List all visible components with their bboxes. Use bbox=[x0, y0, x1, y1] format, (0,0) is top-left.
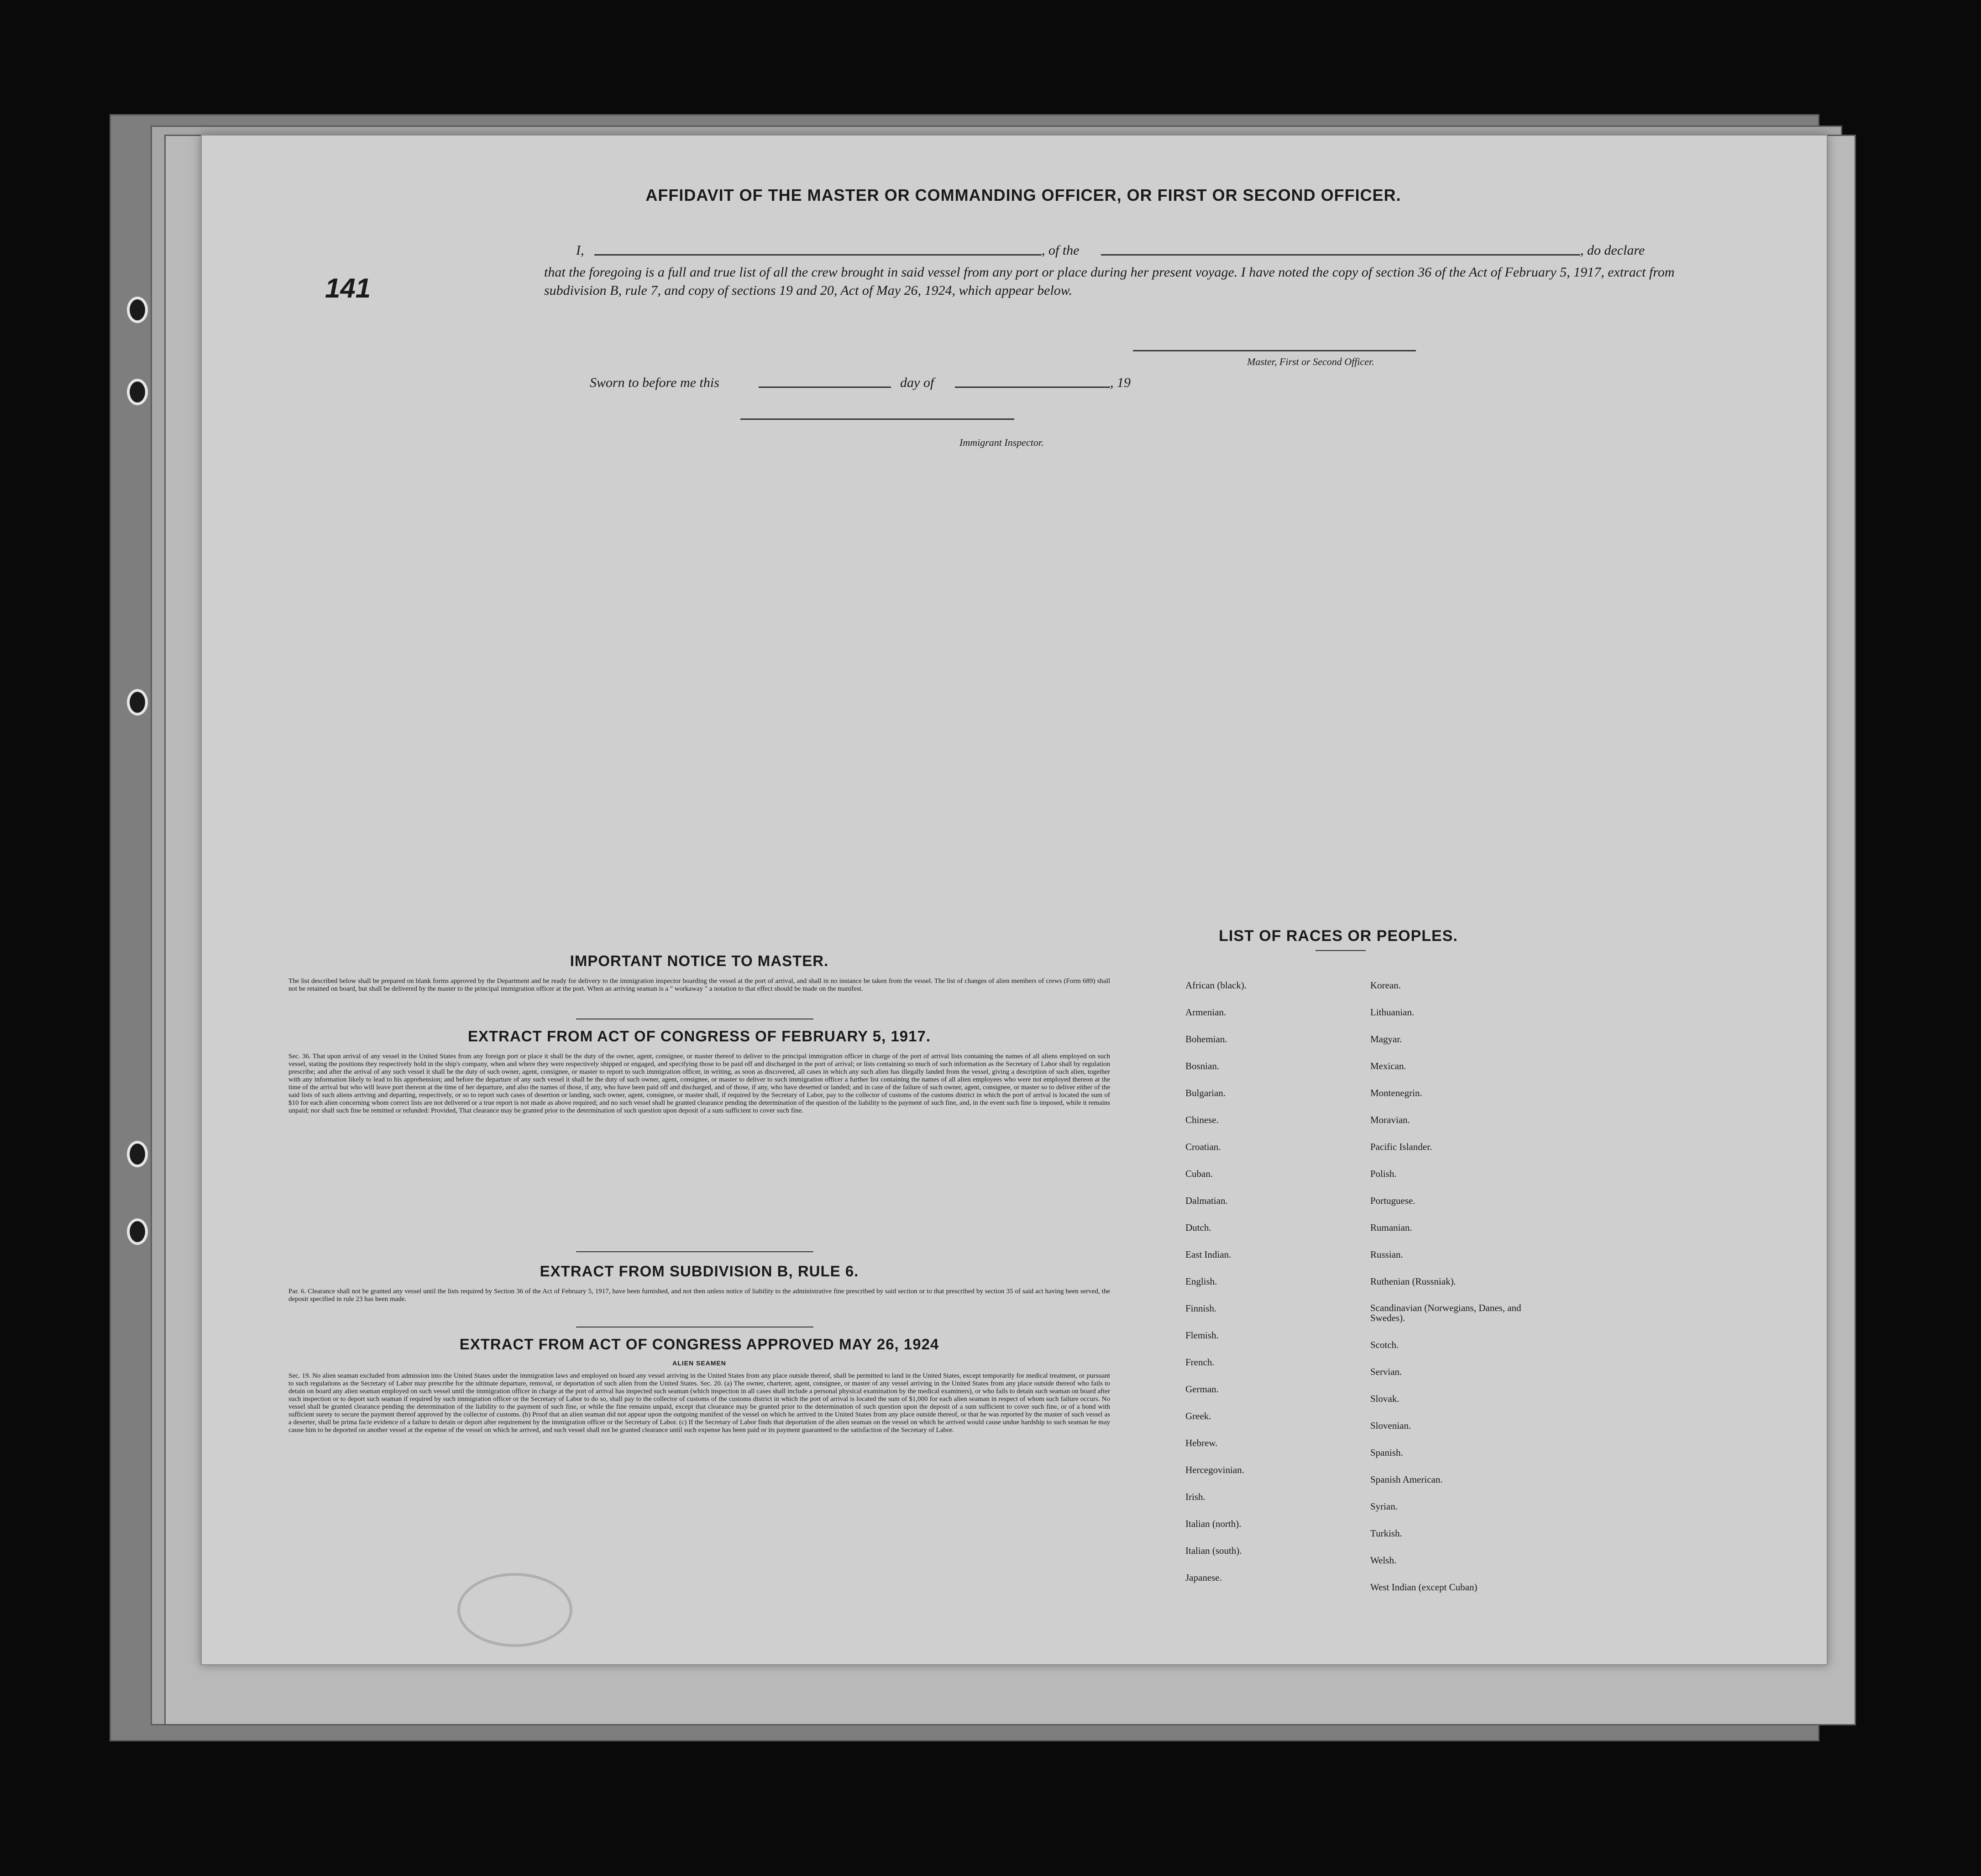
race-item: Bohemian. bbox=[1185, 1034, 1227, 1045]
race-item: Korean. bbox=[1370, 980, 1401, 991]
races-right-column bbox=[1370, 980, 1553, 1609]
binder-hole bbox=[127, 1218, 148, 1245]
binder-hole bbox=[127, 689, 148, 716]
race-item: Bulgarian. bbox=[1185, 1087, 1226, 1098]
race-item: Spanish. bbox=[1370, 1447, 1403, 1458]
race-item: Flemish. bbox=[1185, 1330, 1219, 1341]
race-item: Ruthenian (Russniak). bbox=[1370, 1276, 1456, 1287]
races-left-column bbox=[1185, 980, 1247, 1599]
race-item: Mexican. bbox=[1370, 1061, 1406, 1071]
act-1924-title: EXTRACT FROM ACT OF CONGRESS APPROVED MAY 26, 1924 bbox=[459, 1336, 939, 1353]
affidavit-i-label: I, bbox=[576, 243, 584, 258]
race-item: Spanish American. bbox=[1370, 1474, 1443, 1485]
master-signature-label: Master, First or Second Officer. bbox=[1247, 356, 1374, 367]
race-item: Italian (south). bbox=[1185, 1545, 1242, 1556]
race-item: Finnish. bbox=[1185, 1303, 1217, 1314]
master-signature-line bbox=[1133, 350, 1416, 351]
sworn-date-line bbox=[759, 387, 891, 388]
day-of-label: day of bbox=[900, 375, 934, 390]
page-number: 141 bbox=[325, 273, 371, 303]
inspector-label: Immigrant Inspector. bbox=[959, 437, 1044, 448]
race-item: Irish. bbox=[1185, 1491, 1205, 1502]
race-item: Cuban. bbox=[1185, 1168, 1213, 1179]
stamp-impression bbox=[457, 1573, 572, 1647]
notice-title: IMPORTANT NOTICE TO MASTER. bbox=[570, 952, 829, 969]
race-item: Moravian. bbox=[1370, 1114, 1410, 1125]
race-item: Scotch. bbox=[1370, 1339, 1399, 1350]
race-item: Syrian. bbox=[1370, 1501, 1398, 1512]
race-item: Dutch. bbox=[1185, 1222, 1211, 1233]
vessel-line bbox=[1101, 254, 1580, 256]
race-item: German. bbox=[1185, 1384, 1219, 1395]
act-1917-text: Sec. 36. That upon arrival of any vessel in the United States from any foreign port or place it shall be the duty of the owner, agent, consignee, or master thereof to deliver to the principal immigration officer in charge of the port of arrival lists containing the names of all aliens employed on such vessel, stating the positions they respectively hold in the ship's company, when and where they were respectively shipped or engaged, and specifying those to be paid off and discharged in the port of arrival; or lists containing so much of such information as the Secretary of Labor shall by regulation prescribe; and after the arrival of any such vessel it shall be the duty of such owner, agent, consignee, or master to report to such immigration officer, in writing, as soon as discovered, all cases in which any such alien has illegally landed from the vessel, giving a description of such alien, together with any information likely to lead to his apprehension; and before the departure of any such vessel it shall be the duty of such owner, agent, consignee, or master to deliver to such immigration officer a further list containing the names of all alien employees who were not employed thereon at the time of the arrival but who will leave port thereon at the time of her departure, and also the names of those, if any, who have been paid off and discharged, and of those, if any, who have deserted or landed; and in case of the failure of such owner, agent, consignee, or master so to deliver either of the said lists of such aliens arriving and departing, respectively, or so to report such cases of desertion or landing, such owner, agent, consignee, or master shall, if required by the Secretary of Labor, pay to the collector of customs of the customs district in which the port of arrival is located the sum of $10 for each alien concerning whom correct lists are not delivered or a true report is not made as above required; and no such vessel shall be granted clearance pending the determination of the question of the liability to the payment of such fine, and, in the event such fine is imposed, while it remains unpaid; nor shall such fine be remitted or refunded: Provided, That clearance may be granted prior to the determination of such question upon deposit of a sum sufficient to cover such fine. bbox=[288, 1053, 1110, 1114]
affidavit-title: AFFIDAVIT OF THE MASTER OR COMMANDING OFFICER, OR FIRST OR SECOND OFFICER. bbox=[645, 186, 1401, 204]
affidavit-body: that the foregoing is a full and true list of all the crew brought in said vessel from any port or place during her present voyage. I have noted the copy of section 36 of the Act of February 5, 1917, extract from subdivision B, rule 7, and copy of sections 19 and 20, Act of May 26, 1924, which appear below. bbox=[544, 265, 1675, 298]
divider bbox=[1315, 950, 1366, 951]
race-item: Scandinavian (Norwegians, Danes, and Swedes). bbox=[1370, 1302, 1521, 1323]
affidavit-of-the-label: , of the bbox=[1042, 243, 1080, 258]
act-1924-text: Sec. 19. No alien seaman excluded from admission into the United States under the immigration laws and employed on board any vessel arriving in the United States from any place outside thereof, shall be permitted to land in the United States, except temporarily for medical treatment, or pursuant to such regulations as the Secretary of Labor may prescribe for the ultimate departure, removal, or deportation of such alien from the United States. Sec. 20. (a) The owner, charterer, agent, consignee, or master of any vessel arriving in the United States from any place outside thereof who fails to detain on board any alien seaman employed on such vessel until the immigration officer in charge at the port of arrival has inspected such seaman (which inspection in all cases shall include a personal physical examination by the medical examiners), or who fails to detain such seaman on board after such inspection or to deport such seaman if required by such immigration officer or the Secretary of Labor to do so, shall pay to the collector of customs of the customs district in which the port of arrival is located the sum of $1,000 for each alien seaman in respect of whom such failure occurs. No vessel shall be granted clearance pending the determination of the liability to the payment of such fine, or while the fine remains unpaid, except that clearance may be granted prior to the determination of such question upon the deposit of a sum sufficient to cover such fine, or of a bond with sufficient surety to secure the payment thereof approved by the collector of customs. (b) Proof that an alien seaman did not appear upon the outgoing manifest of the vessel on which he arrived in the United States from any place outside thereof, or that he was reported by the master of such vessel as a deserter, shall be prima facie evidence of a failure to detain or deport after requirement by the immigration officer or the Secretary of Labor. (c) If the Secretary of Labor finds that deportation of the alien seaman on the vessel on which he arrived would cause undue hardship to such seaman he may cause him to be deported on another vessel at the expense of the vessel on which he arrived, and such vessel shall not be granted clearance until such expense has been paid or its payment guaranteed to the satisfaction of the Secretary of Labor. bbox=[288, 1372, 1110, 1434]
race-item: Russian. bbox=[1370, 1249, 1403, 1260]
race-item: East Indian. bbox=[1185, 1249, 1232, 1260]
race-item: Lithuanian. bbox=[1370, 1007, 1415, 1018]
race-item: Croatian. bbox=[1185, 1141, 1221, 1152]
race-item: Greek. bbox=[1185, 1411, 1211, 1421]
race-item: Hercegovinian. bbox=[1185, 1464, 1244, 1475]
races-title: LIST OF RACES OR PEOPLES. bbox=[1219, 927, 1458, 945]
race-item: Chinese. bbox=[1185, 1114, 1219, 1125]
sworn-month-line bbox=[955, 387, 1110, 388]
race-item: Servian. bbox=[1370, 1366, 1402, 1377]
race-item: Bosnian. bbox=[1185, 1061, 1220, 1071]
divider bbox=[576, 1251, 813, 1252]
notice-text: The list described below shall be prepared on blank forms approved by the Department and be ready for delivery to the immigration inspector boarding the vessel at the port of arrival, and shall in no instance be taken from the vessel. The list of changes of alien members of crews (Form 689) shall not be retained on board, but shall be delivered by the master to the principal immigration officer at the port. When an arriving seaman is a " workaway " a notation to that effect should be made on the manifest. bbox=[288, 977, 1110, 993]
race-item: Polish. bbox=[1370, 1168, 1397, 1179]
race-item: Pacific Islander. bbox=[1370, 1141, 1432, 1152]
race-item: English. bbox=[1185, 1276, 1217, 1287]
race-item: Welsh. bbox=[1370, 1555, 1397, 1566]
race-item: Hebrew. bbox=[1185, 1437, 1218, 1448]
race-item: Magyar. bbox=[1370, 1034, 1402, 1045]
rule-6-text: Par. 6. Clearance shall not be granted any vessel until the lists required by Section 36 of the Act of February 5, 1917, have been furnished, and not then unless notice of liability to the administrative fine prescribed by said section or to that prescribed by section 35 of said act having been served, the deposit specified in rule 23 has been made. bbox=[288, 1288, 1110, 1303]
race-item: African (black). bbox=[1185, 980, 1247, 991]
document-page bbox=[201, 135, 1828, 1665]
race-item: Montenegrin. bbox=[1370, 1087, 1422, 1098]
race-item: Japanese. bbox=[1185, 1572, 1222, 1583]
affidavit-declare-label: , do declare bbox=[1580, 243, 1645, 258]
race-item: Slovenian. bbox=[1370, 1420, 1411, 1431]
rule-6-title: EXTRACT FROM SUBDIVISION B, RULE 6. bbox=[540, 1263, 859, 1280]
binder-hole bbox=[127, 1141, 148, 1167]
race-item: West Indian (except Cuban) bbox=[1370, 1582, 1478, 1593]
race-item: Turkish. bbox=[1370, 1528, 1402, 1539]
act-1924-subtitle: ALIEN SEAMEN bbox=[672, 1359, 726, 1367]
binder-hole bbox=[127, 297, 148, 323]
race-item: Slovak. bbox=[1370, 1393, 1399, 1404]
race-item: Italian (north). bbox=[1185, 1518, 1242, 1529]
race-item: Rumanian. bbox=[1370, 1222, 1412, 1233]
race-item: French. bbox=[1185, 1357, 1215, 1368]
race-item: Armenian. bbox=[1185, 1007, 1226, 1018]
binder-hole bbox=[127, 379, 148, 405]
sworn-label: Sworn to before me this bbox=[590, 375, 719, 390]
race-item: Portuguese. bbox=[1370, 1195, 1415, 1206]
name-line bbox=[594, 254, 1042, 256]
act-1917-title: EXTRACT FROM ACT OF CONGRESS OF FEBRUARY 5, 1917. bbox=[467, 1028, 931, 1045]
year-label: , 19 bbox=[1110, 375, 1131, 390]
race-item: Dalmatian. bbox=[1185, 1195, 1228, 1206]
inspector-signature-line bbox=[740, 418, 1014, 420]
